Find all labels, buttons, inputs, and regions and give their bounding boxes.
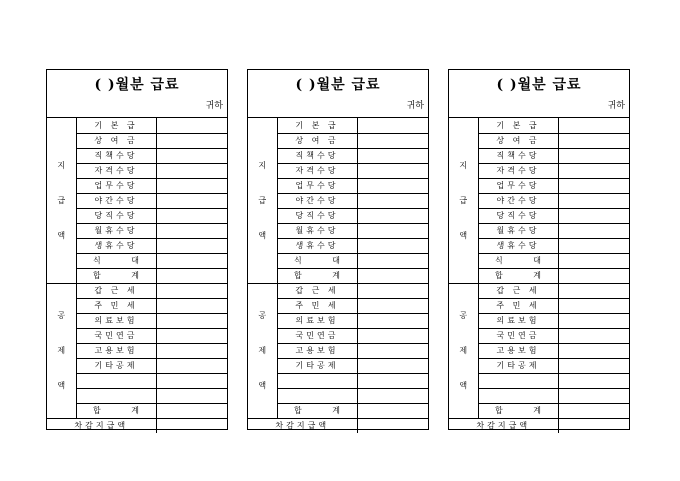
- recipient-honorific: 귀하: [449, 98, 629, 118]
- pay-table: [449, 118, 629, 433]
- item-label: 주 민 세: [478, 298, 558, 313]
- item-label: 기 본 급: [76, 118, 156, 133]
- amount-cell[interactable]: [156, 193, 227, 208]
- item-label: 야간수당: [478, 193, 558, 208]
- item-label: 고용보험: [277, 343, 357, 358]
- item-label: [76, 373, 156, 388]
- item-label: [478, 373, 558, 388]
- amount-cell[interactable]: [357, 388, 428, 403]
- section-char: 급: [459, 195, 468, 205]
- section-char: 지: [258, 160, 267, 170]
- item-label: 업무수당: [76, 178, 156, 193]
- section-char: 공: [459, 311, 468, 320]
- amount-cell[interactable]: [558, 388, 629, 403]
- item-label: 식 대: [76, 253, 156, 268]
- amount-cell[interactable]: [156, 268, 227, 283]
- amount-cell[interactable]: [357, 163, 428, 178]
- section-char: 제: [57, 346, 66, 355]
- amount-cell[interactable]: [357, 223, 428, 238]
- item-label: 기 본 급: [277, 118, 357, 133]
- pay-section-label: [248, 118, 277, 283]
- section-char: 액: [459, 381, 468, 390]
- item-label: 합 계: [76, 403, 156, 418]
- item-label: 자격수당: [478, 163, 558, 178]
- amount-cell[interactable]: [558, 358, 629, 373]
- item-label: 식 대: [277, 253, 357, 268]
- amount-cell[interactable]: [156, 178, 227, 193]
- item-label: 기타공제: [277, 358, 357, 373]
- item-label: 직책수당: [277, 148, 357, 163]
- recipient-honorific: 귀하: [47, 98, 227, 118]
- amount-cell[interactable]: [156, 253, 227, 268]
- amount-cell[interactable]: [357, 373, 428, 388]
- net-pay-label: 차감지급액: [47, 418, 156, 433]
- item-label: 상 여 금: [277, 133, 357, 148]
- table-row: [449, 283, 629, 298]
- item-label: 상 여 금: [76, 133, 156, 148]
- item-label: 국민연금: [478, 328, 558, 343]
- item-label: 당직수당: [76, 208, 156, 223]
- item-label: 당직수당: [277, 208, 357, 223]
- item-label: 생휴수당: [76, 238, 156, 253]
- pay-table: [248, 118, 428, 433]
- amount-cell[interactable]: [357, 268, 428, 283]
- amount-cell[interactable]: [156, 148, 227, 163]
- amount-cell[interactable]: [357, 343, 428, 358]
- pay-table: [47, 118, 227, 433]
- amount-cell[interactable]: [558, 208, 629, 223]
- item-label: 갑 근 세: [76, 283, 156, 298]
- slip-title: ( )월분 급료: [94, 77, 180, 93]
- deduction-section-label: [449, 283, 478, 418]
- deduction-section-label: [248, 283, 277, 418]
- item-label: 자격수당: [76, 163, 156, 178]
- amount-cell[interactable]: [558, 223, 629, 238]
- net-pay-amount[interactable]: [357, 418, 428, 433]
- amount-cell[interactable]: [558, 253, 629, 268]
- item-label: 당직수당: [478, 208, 558, 223]
- amount-cell[interactable]: [156, 358, 227, 373]
- amount-cell[interactable]: [558, 283, 629, 298]
- net-pay-label: 차감지급액: [449, 418, 558, 433]
- section-char: 액: [57, 381, 66, 390]
- pay-slip-2: [247, 69, 429, 430]
- amount-cell[interactable]: [357, 283, 428, 298]
- deduction-section-label: [47, 283, 76, 418]
- table-row: [47, 118, 227, 133]
- item-label: 야간수당: [76, 193, 156, 208]
- amount-cell[interactable]: [156, 313, 227, 328]
- item-label: [277, 388, 357, 403]
- amount-cell[interactable]: [357, 253, 428, 268]
- section-char: 제: [258, 346, 267, 355]
- amount-cell[interactable]: [558, 328, 629, 343]
- amount-cell[interactable]: [558, 313, 629, 328]
- amount-cell[interactable]: [558, 118, 629, 133]
- amount-cell[interactable]: [558, 403, 629, 418]
- section-char: 급: [258, 195, 267, 205]
- item-label: 야간수당: [277, 193, 357, 208]
- amount-cell[interactable]: [558, 133, 629, 148]
- section-char: 공: [57, 311, 66, 320]
- item-label: 직책수당: [478, 148, 558, 163]
- item-label: 의료보험: [478, 313, 558, 328]
- amount-cell[interactable]: [156, 298, 227, 313]
- item-label: 월휴수당: [76, 223, 156, 238]
- item-label: 기타공제: [478, 358, 558, 373]
- item-label: 국민연금: [277, 328, 357, 343]
- item-label: 식 대: [478, 253, 558, 268]
- section-char: 급: [57, 195, 66, 205]
- item-label: 기 본 급: [478, 118, 558, 133]
- amount-cell[interactable]: [357, 328, 428, 343]
- section-char: 지: [57, 160, 66, 170]
- pay-section-label: [47, 118, 76, 283]
- item-label: 생휴수당: [478, 238, 558, 253]
- table-row: [449, 118, 629, 133]
- section-char: 액: [459, 230, 468, 240]
- item-label: 의료보험: [76, 313, 156, 328]
- item-label: 업무수당: [277, 178, 357, 193]
- amount-cell[interactable]: [357, 208, 428, 223]
- pay-section-label: [449, 118, 478, 283]
- amount-cell[interactable]: [558, 178, 629, 193]
- amount-cell[interactable]: [558, 193, 629, 208]
- item-label: 자격수당: [277, 163, 357, 178]
- amount-cell[interactable]: [558, 163, 629, 178]
- amount-cell[interactable]: [156, 133, 227, 148]
- item-label: 갑 근 세: [277, 283, 357, 298]
- table-row: [248, 118, 428, 133]
- item-label: 직책수당: [76, 148, 156, 163]
- net-pay-row: [47, 418, 227, 433]
- net-pay-row: [449, 418, 629, 433]
- amount-cell[interactable]: [558, 238, 629, 253]
- amount-cell[interactable]: [558, 268, 629, 283]
- amount-cell[interactable]: [156, 403, 227, 418]
- amount-cell[interactable]: [357, 403, 428, 418]
- item-label: 갑 근 세: [478, 283, 558, 298]
- section-char: 액: [57, 230, 66, 240]
- section-char: 제: [459, 346, 468, 355]
- item-label: 합 계: [277, 403, 357, 418]
- amount-cell[interactable]: [558, 148, 629, 163]
- amount-cell[interactable]: [156, 208, 227, 223]
- amount-cell[interactable]: [357, 358, 428, 373]
- table-row: [248, 283, 428, 298]
- item-label: 주 민 세: [277, 298, 357, 313]
- section-char: 공: [258, 311, 267, 320]
- amount-cell[interactable]: [156, 283, 227, 298]
- item-label: [277, 373, 357, 388]
- net-pay-amount[interactable]: [558, 418, 629, 433]
- item-label: 합 계: [478, 403, 558, 418]
- net-pay-label: 차감지급액: [248, 418, 357, 433]
- item-label: [76, 388, 156, 403]
- amount-cell[interactable]: [558, 373, 629, 388]
- amount-cell[interactable]: [156, 388, 227, 403]
- amount-cell[interactable]: [357, 238, 428, 253]
- pay-slip-3: [448, 69, 630, 430]
- amount-cell[interactable]: [156, 118, 227, 133]
- net-pay-row: [248, 418, 428, 433]
- slip-title: ( )월분 급료: [496, 77, 582, 93]
- amount-cell[interactable]: [156, 373, 227, 388]
- amount-cell[interactable]: [156, 223, 227, 238]
- amount-cell[interactable]: [558, 298, 629, 313]
- amount-cell[interactable]: [357, 298, 428, 313]
- net-pay-amount[interactable]: [156, 418, 227, 433]
- amount-cell[interactable]: [357, 178, 428, 193]
- amount-cell[interactable]: [357, 118, 428, 133]
- section-char: 액: [258, 381, 267, 390]
- item-label: 업무수당: [478, 178, 558, 193]
- section-char: 액: [258, 230, 267, 240]
- amount-cell[interactable]: [357, 148, 428, 163]
- slip-title: ( )월분 급료: [295, 77, 381, 93]
- item-label: 주 민 세: [76, 298, 156, 313]
- amount-cell[interactable]: [156, 328, 227, 343]
- table-row: [47, 283, 227, 298]
- item-label: 기타공제: [76, 358, 156, 373]
- item-label: 상 여 금: [478, 133, 558, 148]
- recipient-honorific: 귀하: [248, 98, 428, 118]
- item-label: 생휴수당: [277, 238, 357, 253]
- item-label: 국민연금: [76, 328, 156, 343]
- amount-cell[interactable]: [156, 238, 227, 253]
- amount-cell[interactable]: [357, 133, 428, 148]
- item-label: 월휴수당: [478, 223, 558, 238]
- item-label: 합 계: [76, 268, 156, 283]
- item-label: 합 계: [478, 268, 558, 283]
- item-label: [478, 388, 558, 403]
- item-label: 의료보험: [277, 313, 357, 328]
- amount-cell[interactable]: [357, 313, 428, 328]
- pay-slip-1: [46, 69, 228, 430]
- section-char: 지: [459, 160, 468, 170]
- amount-cell[interactable]: [156, 163, 227, 178]
- amount-cell[interactable]: [558, 343, 629, 358]
- amount-cell[interactable]: [357, 193, 428, 208]
- amount-cell[interactable]: [156, 343, 227, 358]
- item-label: 고용보험: [76, 343, 156, 358]
- item-label: 고용보험: [478, 343, 558, 358]
- item-label: 합 계: [277, 268, 357, 283]
- item-label: 월휴수당: [277, 223, 357, 238]
